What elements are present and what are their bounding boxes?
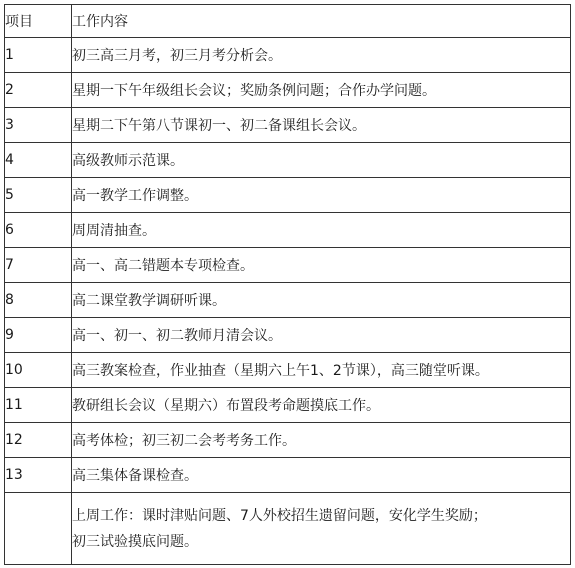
table-row <box>5 108 571 143</box>
row-number: 5 <box>5 178 72 213</box>
row-number <box>5 493 72 565</box>
row-content: 初三高三月考，初三月考分析会。 <box>72 38 571 73</box>
table-row <box>5 248 571 283</box>
row-number: 10 <box>5 353 72 388</box>
header-item: 项目 <box>5 5 72 38</box>
row-number: 3 <box>5 108 72 143</box>
row-number: 9 <box>5 318 72 353</box>
last-week-line-2: 初三试验摸底问题。 <box>72 533 198 550</box>
table-row <box>5 388 571 423</box>
table-row <box>5 143 571 178</box>
row-content: 高一、初一、初二教师月清会议。 <box>72 318 571 353</box>
row-content: 高一教学工作调整。 <box>72 178 571 213</box>
table-row <box>5 353 571 388</box>
table-row <box>5 178 571 213</box>
table-row <box>5 318 571 353</box>
row-number: 6 <box>5 213 72 248</box>
row-content: 星期一下午年级组长会议；奖励条例问题；合作办学问题。 <box>72 73 571 108</box>
row-content-last-week <box>72 493 571 565</box>
row-number: 12 <box>5 423 72 458</box>
row-content: 高级教师示范课。 <box>72 143 571 178</box>
row-number: 8 <box>5 283 72 318</box>
row-content: 星期二下午第八节课初一、初二备课组长会议。 <box>72 108 571 143</box>
row-number: 13 <box>5 458 72 493</box>
row-content: 周周清抽查。 <box>72 213 571 248</box>
row-content: 高三教案检查，作业抽查（星期六上午1、2节课），高三随堂听课。 <box>72 353 571 388</box>
row-number: 2 <box>5 73 72 108</box>
row-content: 高三集体备课检查。 <box>72 458 571 493</box>
table-row <box>5 38 571 73</box>
work-schedule-table <box>4 4 571 565</box>
table-row <box>5 213 571 248</box>
row-content: 高一、高二错题本专项检查。 <box>72 248 571 283</box>
row-number: 1 <box>5 38 72 73</box>
row-content: 高二课堂教学调研听课。 <box>72 283 571 318</box>
table-row <box>5 423 571 458</box>
row-number: 11 <box>5 388 72 423</box>
header-content: 工作内容 <box>72 5 571 38</box>
row-number: 4 <box>5 143 72 178</box>
table-row <box>5 73 571 108</box>
last-week-line-1: 上周工作：课时津贴问题、7人外校招生遗留问题，安化学生奖励； <box>72 507 487 524</box>
row-content: 教研组长会议（星期六）布置段考命题摸底工作。 <box>72 388 571 423</box>
table-row <box>5 458 571 493</box>
table-row-last-week <box>5 493 571 565</box>
row-content: 高考体检；初三初二会考考务工作。 <box>72 423 571 458</box>
table-row <box>5 283 571 318</box>
table-header-row <box>5 5 571 38</box>
row-number: 7 <box>5 248 72 283</box>
